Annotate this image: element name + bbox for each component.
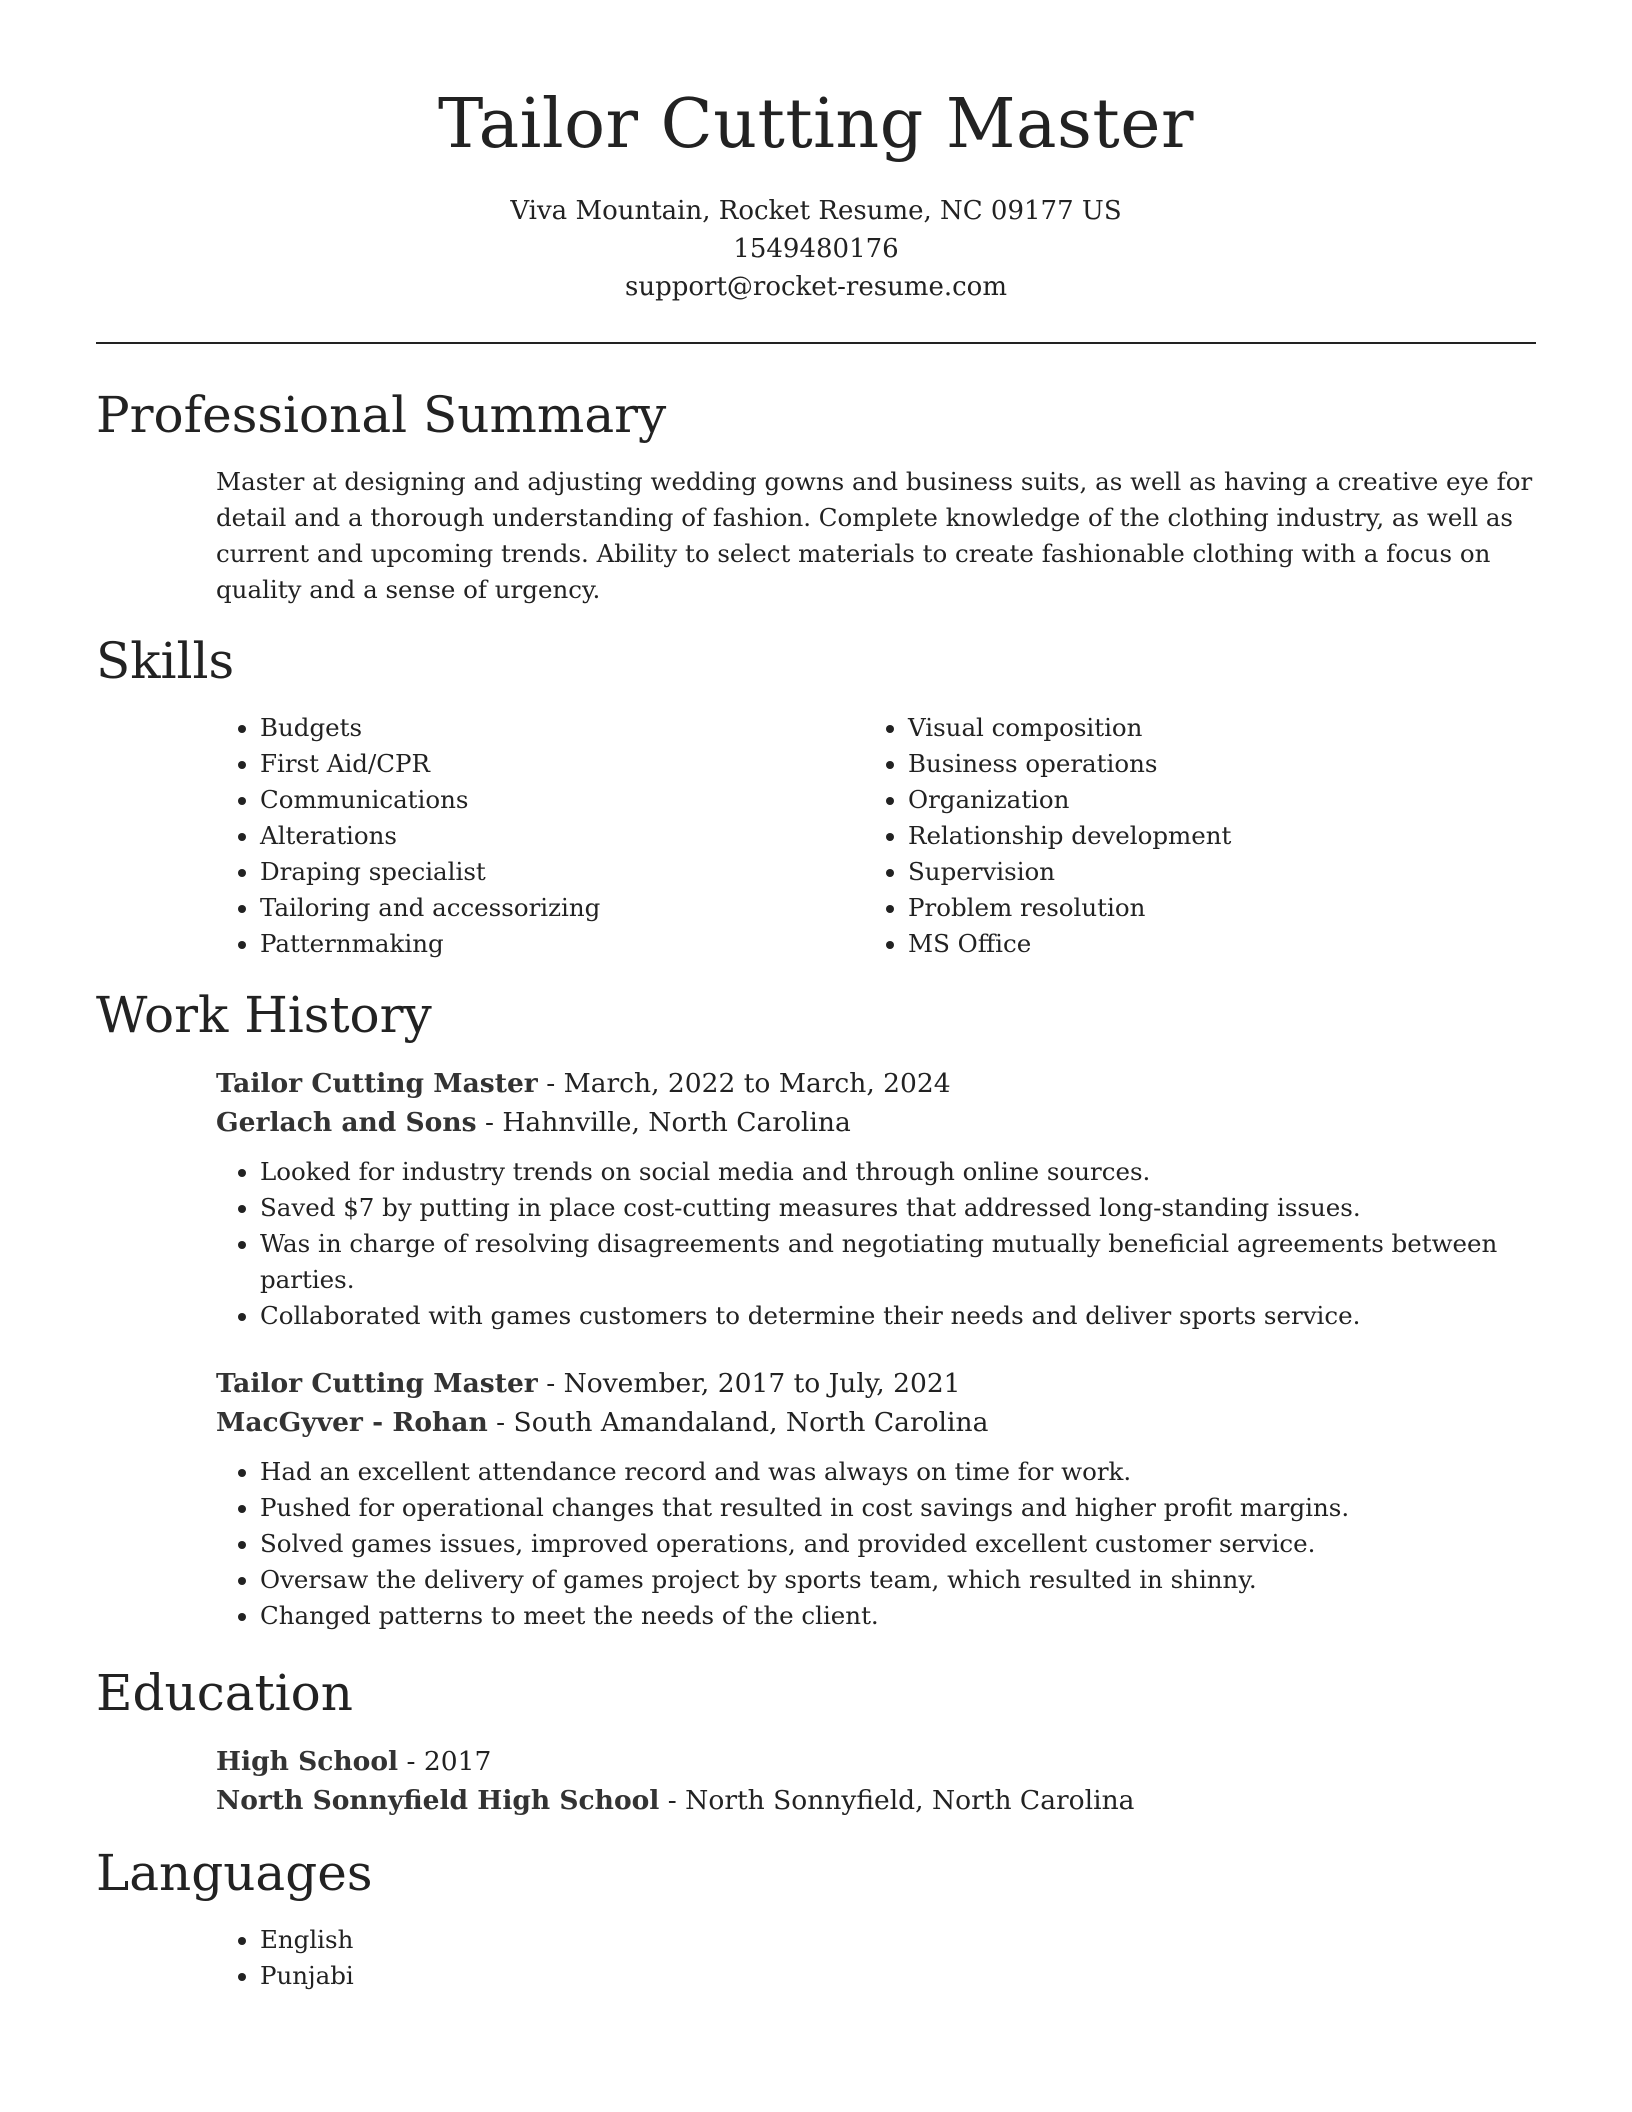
job-entry — [216, 1364, 1536, 1634]
education-title: Education — [96, 1664, 353, 1722]
job-bullet: • Saved $7 by putting in place cost-cutting measures that addressed long-standing issues. — [260, 1190, 1536, 1226]
job-bullet: • Pushed for operational changes that resulted in cost savings and higher profit margins. — [260, 1490, 1536, 1526]
job-entry — [216, 1064, 1536, 1334]
skill-item: • First Aid/CPR — [260, 746, 864, 782]
skill-item: • Organization — [908, 782, 1512, 818]
skills-list-right — [864, 710, 1512, 962]
skills-list-left — [216, 710, 864, 962]
job-location: - South Amandaland, North Carolina — [487, 1407, 989, 1438]
education-location: - North Sonnyfield, North Carolina — [659, 1785, 1135, 1816]
candidate-name: Tailor Cutting Master — [438, 85, 1194, 164]
job-dates: - November, 2017 to July, 2021 — [537, 1368, 961, 1399]
skill-item: • Alterations — [260, 818, 864, 854]
education-school-line — [216, 1781, 1536, 1820]
skill-item: • Budgets — [260, 710, 864, 746]
skills-grid — [216, 710, 1536, 962]
skill-item: • Relationship development — [908, 818, 1512, 854]
skill-item: • Draping specialist — [260, 854, 864, 890]
job-bullet: • Was in charge of resolving disagreements and negotiating mutually beneficial agreements between parties. — [260, 1226, 1536, 1298]
skills-column-left — [216, 710, 864, 962]
skill-item: • Tailoring and accessorizing — [260, 890, 864, 926]
job-employer-line — [216, 1103, 1536, 1142]
skill-item: • Business operations — [908, 746, 1512, 782]
job-bullet: • Collaborated with games customers to determine their needs and deliver sports service. — [260, 1298, 1536, 1334]
job-role: Tailor Cutting Master — [216, 1368, 538, 1399]
job-employer-line — [216, 1403, 1536, 1442]
job-bullet: • Oversaw the delivery of games project by sports team, which resulted in shinny. — [260, 1562, 1536, 1598]
email: support@rocket-resume.com — [624, 272, 1007, 302]
skill-item: • Problem resolution — [908, 890, 1512, 926]
skill-item: • Patternmaking — [260, 926, 864, 962]
skill-item: • Supervision — [908, 854, 1512, 890]
job-title-line — [216, 1364, 1536, 1403]
languages-list-wrap — [216, 1922, 1536, 1994]
education-entry — [216, 1742, 1536, 1820]
education-degree-line — [216, 1742, 1536, 1781]
work-history-section — [96, 986, 1536, 1634]
summary-title: Professional Summary — [96, 386, 667, 444]
education-year: - 2017 — [398, 1746, 492, 1777]
header-divider — [96, 342, 1536, 344]
summary-section — [96, 386, 1536, 608]
languages-title: Languages — [96, 1844, 373, 1902]
job-bullets — [216, 1454, 1536, 1634]
education-school: North Sonnyfield High School — [216, 1785, 660, 1816]
job-bullet: • Had an excellent attendance record and was always on time for work. — [260, 1454, 1536, 1490]
skill-item: • Communications — [260, 782, 864, 818]
language-item: • Punjabi — [260, 1958, 1536, 1994]
languages-section — [96, 1844, 1536, 1994]
language-item: • English — [260, 1922, 1536, 1958]
address: Viva Mountain, Rocket Resume, NC 09177 US — [510, 196, 1122, 226]
education-degree: High School — [216, 1746, 399, 1777]
education-section — [96, 1664, 1536, 1820]
job-bullet: • Changed patterns to meet the needs of the client. — [260, 1598, 1536, 1634]
skills-section — [96, 632, 1536, 962]
job-bullet: • Looked for industry trends on social media and through online sources. — [260, 1154, 1536, 1190]
work-history-title: Work History — [96, 986, 432, 1044]
phone: 1549480176 — [733, 234, 899, 264]
job-dates: - March, 2022 to March, 2024 — [537, 1068, 951, 1099]
summary-text: Master at designing and adjusting wedding gowns and business suits, as well as having a creative eye for detail and a thorough understanding of fashion. Complete knowledge of the clothing industry, as well as current and upcoming trends. Ability to select materials to create fashionable clothing with a focus on quality and a sense of urgency. — [216, 467, 1533, 604]
job-company: MacGyver - Rohan — [216, 1407, 488, 1438]
job-company: Gerlach and Sons — [216, 1107, 477, 1138]
job-bullets — [216, 1154, 1536, 1334]
job-title-line — [216, 1064, 1536, 1103]
job-location: - Hahnville, North Carolina — [476, 1107, 851, 1138]
skills-title: Skills — [96, 632, 235, 690]
skills-column-right — [864, 710, 1512, 962]
resume-header — [96, 80, 1536, 306]
languages-list — [216, 1922, 1536, 1994]
job-role: Tailor Cutting Master — [216, 1068, 538, 1099]
job-bullet: • Solved games issues, improved operations, and provided excellent customer service. — [260, 1526, 1536, 1562]
skill-item: • Visual composition — [908, 710, 1512, 746]
skill-item: • MS Office — [908, 926, 1512, 962]
